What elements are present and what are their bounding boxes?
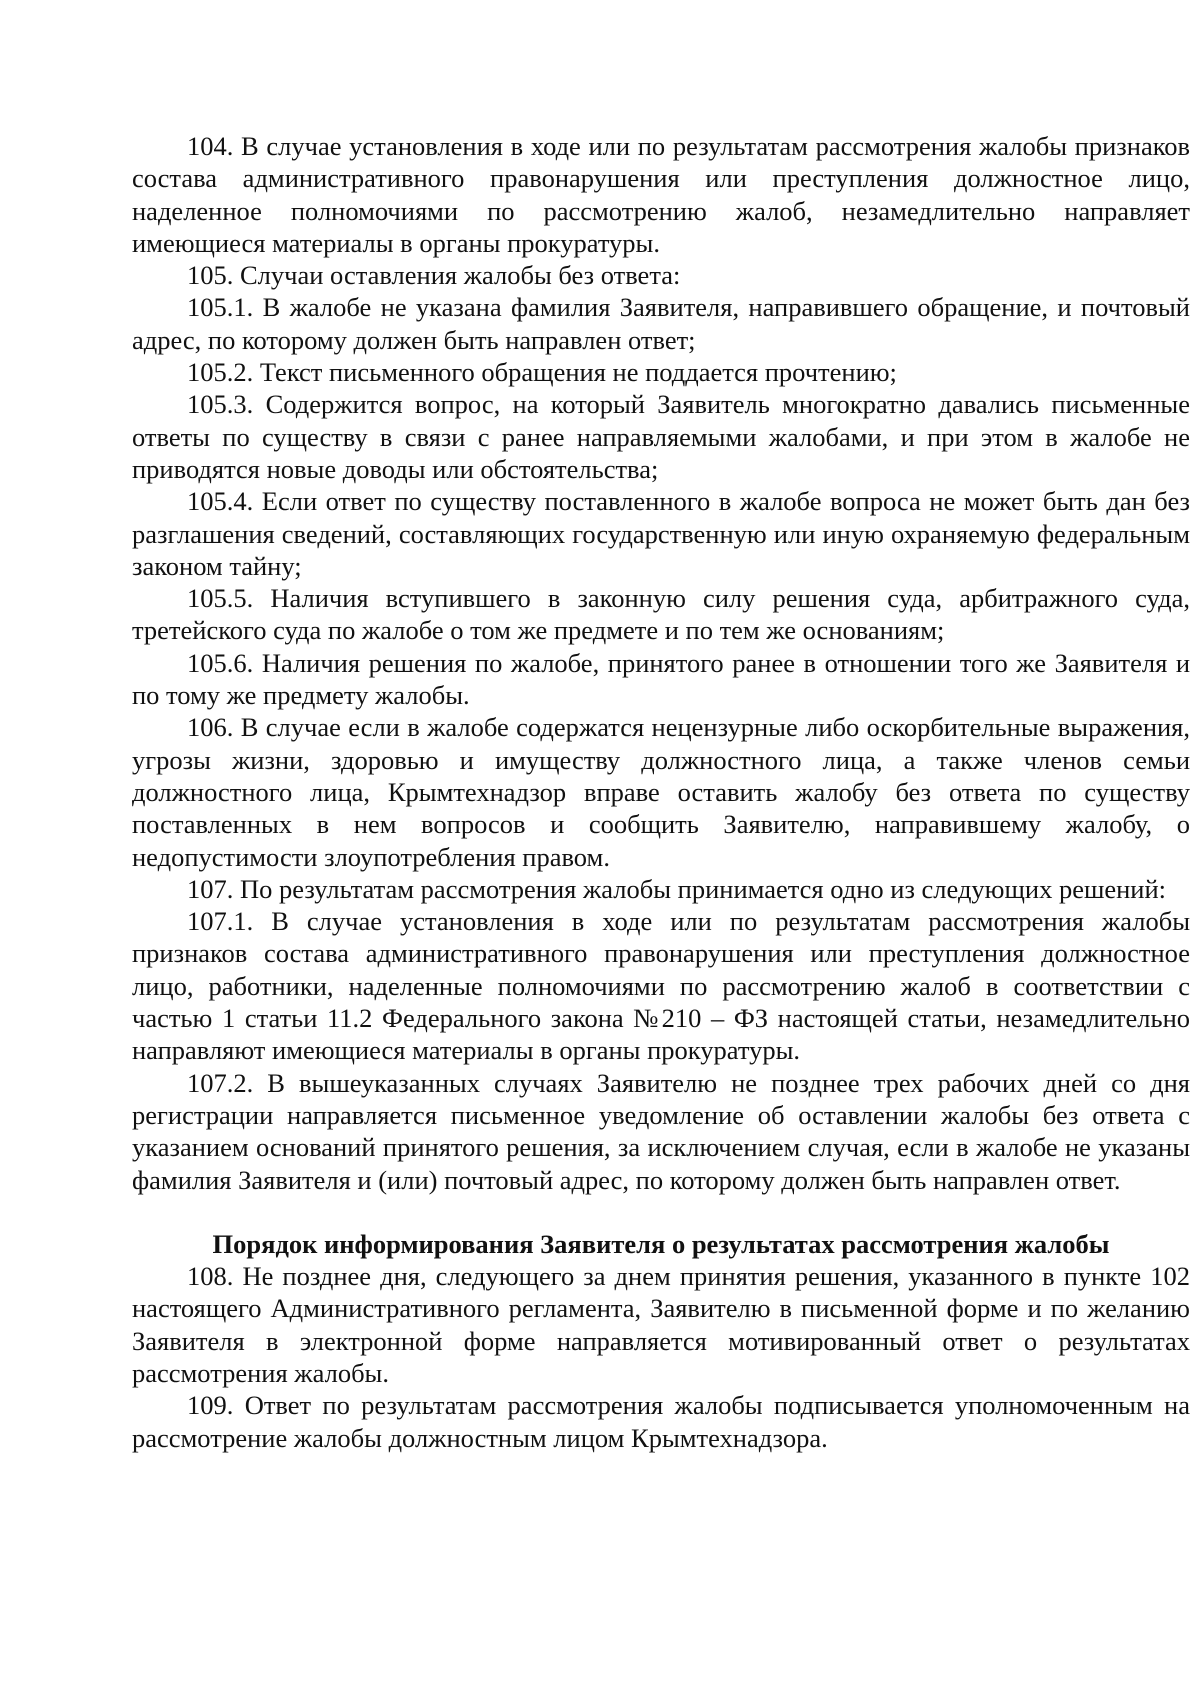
paragraph-106: 106. В случае если в жалобе содержатся нецензурные либо оскорбительные выражения, угрозы жизни, здоровью и имуществу должностного лица, а также членов семьи должностного лица, Крымтехнадзор вправе оставить жалобу без ответа по существу поставленных в нем вопросов и сообщить Заявителю, направившему жалобу, о недопустимости злоупотребления правом. [132, 712, 1190, 872]
paragraph-104: 104. В случае установления в ходе или по результатам рассмотрения жалобы признаков состава административного правонарушения или преступления должностное лицо, наделенное полномочиями по рассмотрению жалоб, незамедлительно направляет имеющиеся материалы в органы прокуратуры. [132, 131, 1190, 258]
document-page [132, 130, 1190, 1454]
paragraph-105-6: 105.6. Наличия решения по жалобе, принятого ранее в отношении того же Заявителя и по тому же предмету жалобы. [132, 647, 1190, 711]
paragraph-109: 109. Ответ по результатам рассмотрения жалобы подписывается уполномоченным на рассмотрение жалобы должностным лицом Крымтехнадзора. [132, 1390, 1190, 1453]
paragraph-107: 107. По результатам рассмотрения жалобы принимается одно из следующих решений: [187, 873, 1167, 904]
paragraph-105: 105. Случаи оставления жалобы без ответа: [187, 260, 681, 291]
paragraph-105-3: 105.3. Содержится вопрос, на который Заявитель многократно давались письменные ответы по существу в связи с ранее направляемыми жалобами, и при этом в жалобе не приводятся новые доводы или обстоятельства; [132, 389, 1190, 484]
section-heading: Порядок информирования Заявителя о результатах рассмотрения жалобы [212, 1228, 1110, 1259]
paragraph-105-5: 105.5. Наличия вступившего в законную силу решения суда, арбитражного суда, третейского суда по жалобе о том же предмете и по тем же основаниям; [132, 583, 1190, 646]
paragraph-107-1: 107.1. В случае установления в ходе или по результатам рассмотрения жалобы признаков состава административного правонарушения или преступления должностное лицо, работники, наделенные полномочиями по рассмотрению жалоб в соответствии с частью 1 статьи 11.2 Федерального закона №210 – ФЗ настоящей статьи, незамедлительно направляют имеющиеся материалы в органы прокуратуры. [132, 906, 1190, 1066]
paragraph-105-1: 105.1. В жалобе не указана фамилия Заявителя, направившего обращение, и почтовый адрес, по которому должен быть направлен ответ; [132, 292, 1190, 355]
paragraph-107-2: 107.2. В вышеуказанных случаях Заявителю не позднее трех рабочих дней со дня регистрации направляется письменное уведомление об оставлении жалобы без ответа с указанием оснований принятого решения, за исключением случая, если в жалобе не указаны фамилия Заявителя и (или) почтовый адрес, по которому должен быть направлен ответ. [132, 1067, 1190, 1195]
paragraph-105-4: 105.4. Если ответ по существу поставленного в жалобе вопроса не может быть дан без разглашения сведений, составляющих государственную или иную охраняемую федеральным законом тайну; [132, 486, 1190, 581]
paragraph-105-2: 105.2. Текст письменного обращения не поддается прочтению; [187, 357, 897, 388]
paragraph-108: 108. Не позднее дня, следующего за днем принятия решения, указанного в пункте 102 настоящего Административного регламента, Заявителю в письменной форме и по желанию Заявителя в электронной форме направляется мотивированный ответ о результатах рассмотрения жалобы. [132, 1261, 1190, 1388]
